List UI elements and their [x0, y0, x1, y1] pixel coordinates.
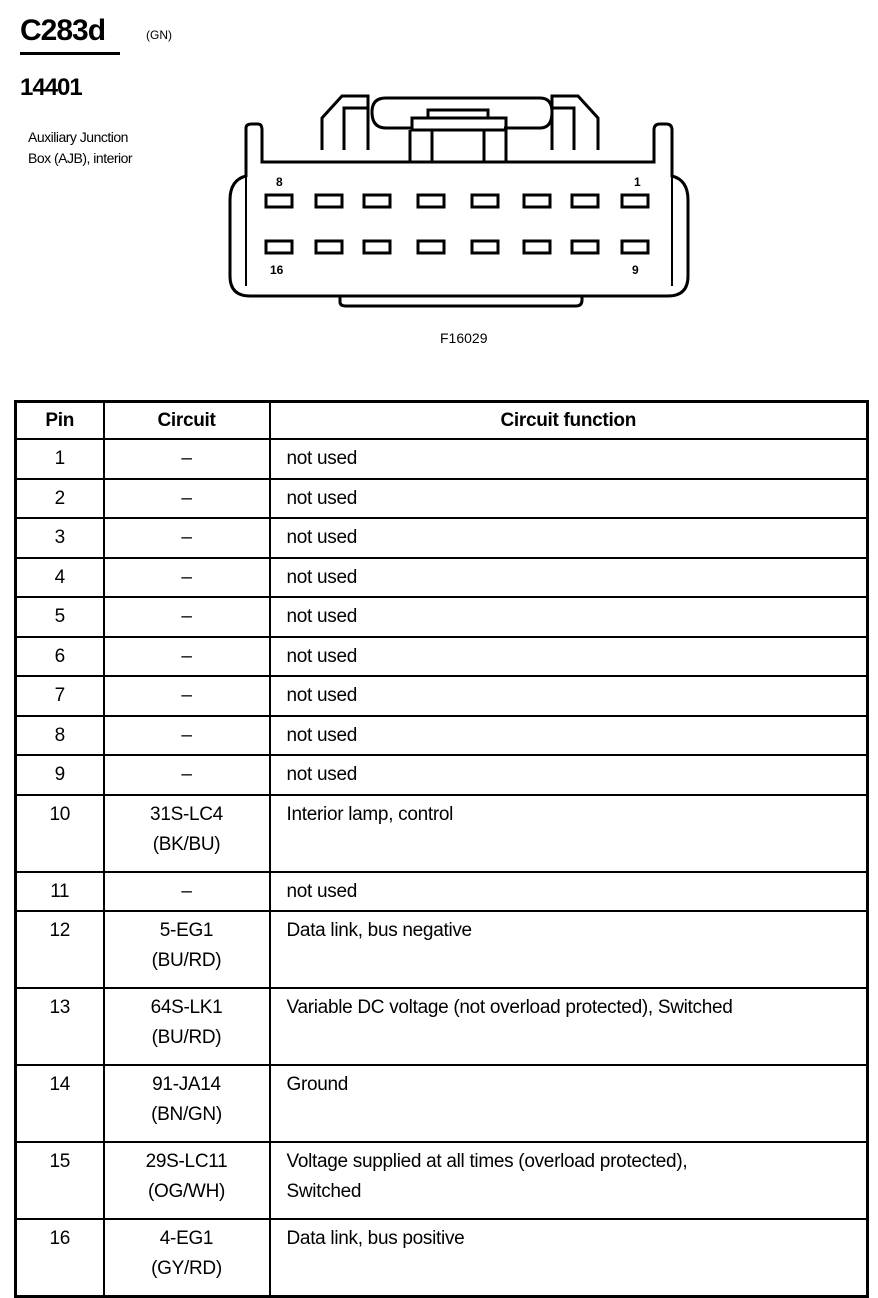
- table-row: [16, 1219, 868, 1297]
- circuit-cell: [104, 755, 270, 795]
- pin-cell: 16: [16, 1219, 104, 1297]
- pin-cavity: [472, 195, 498, 207]
- header-circuit: Circuit: [104, 402, 270, 440]
- function-cell: [270, 1142, 868, 1219]
- table-row: [16, 755, 868, 795]
- circuit-function: not used: [286, 527, 357, 548]
- part-number: 14401: [20, 74, 82, 101]
- circuit-function: not used: [286, 645, 357, 667]
- pin-label-1: 1: [634, 175, 641, 189]
- circuit-color: (OG/WH): [147, 1181, 226, 1202]
- function-cell: [270, 911, 868, 988]
- function-cell: [270, 518, 868, 558]
- table-row: [16, 637, 868, 677]
- circuit-function: Ground: [286, 1074, 349, 1095]
- circuit-number: –: [181, 685, 192, 706]
- pin-cavity: [266, 195, 292, 207]
- table-row: [16, 716, 868, 756]
- circuit-number: 29S-LC11: [145, 1151, 228, 1172]
- circuit-cell: [104, 637, 270, 677]
- circuit-number: 91-JA14: [152, 1074, 221, 1095]
- circuit-function-cont: Switched: [286, 1181, 362, 1202]
- circuit-cell: [104, 439, 270, 479]
- circuit-function: Variable DC voltage (not overload protected), Switched: [286, 997, 733, 1018]
- circuit-cell: [104, 911, 270, 988]
- table-row: [16, 439, 868, 479]
- function-cell: [270, 558, 868, 598]
- table-row: [16, 676, 868, 716]
- pin-cell: 3: [16, 518, 104, 558]
- circuit-number: –: [181, 645, 192, 667]
- pin-cavity: [572, 195, 598, 207]
- circuit-color: (BN/GN): [151, 1104, 222, 1125]
- pin-cavity: [472, 241, 498, 253]
- circuit-cell: [104, 479, 270, 519]
- circuit-number: –: [181, 527, 192, 548]
- circuit-number: –: [181, 724, 192, 746]
- circuit-function: not used: [286, 566, 357, 588]
- pin-cell: 12: [16, 911, 104, 988]
- circuit-function: Voltage supplied at all times (overload protected),: [286, 1151, 688, 1172]
- figure-id: F16029: [440, 330, 488, 346]
- circuit-number: –: [181, 764, 192, 785]
- circuit-number: 4-EG1: [159, 1228, 214, 1249]
- pin-label-9: 9: [632, 263, 639, 277]
- table-header-row: [16, 402, 868, 440]
- pin-cell: 5: [16, 597, 104, 637]
- circuit-cell: [104, 558, 270, 598]
- pin-cavity: [524, 195, 550, 207]
- table-row: [16, 479, 868, 519]
- pin-label-8: 8: [276, 175, 283, 189]
- circuit-color: (GY/RD): [151, 1258, 222, 1279]
- pin-cell: 13: [16, 988, 104, 1065]
- function-cell: [270, 597, 868, 637]
- circuit-color: (BU/RD): [151, 1027, 222, 1048]
- pin-cell: 15: [16, 1142, 104, 1219]
- circuit-cell: [104, 988, 270, 1065]
- header-pin: Pin: [16, 402, 104, 440]
- function-cell: [270, 872, 868, 912]
- circuit-cell: [104, 676, 270, 716]
- table-row: [16, 911, 868, 988]
- circuit-cell: [104, 518, 270, 558]
- pin-cell: 7: [16, 676, 104, 716]
- function-cell: [270, 716, 868, 756]
- circuit-function: Data link, bus positive: [286, 1228, 465, 1249]
- table-row: [16, 1065, 868, 1142]
- function-cell: [270, 1219, 868, 1297]
- function-cell: [270, 795, 868, 872]
- circuit-function: not used: [286, 685, 357, 706]
- pin-cavity: [364, 195, 390, 207]
- circuit-function: not used: [286, 606, 357, 627]
- pin-cell: 4: [16, 558, 104, 598]
- circuit-number: –: [181, 487, 192, 509]
- pin-cavity: [316, 241, 342, 253]
- function-cell: [270, 988, 868, 1065]
- pin-cavity: [524, 241, 550, 253]
- circuit-function: not used: [286, 880, 357, 902]
- description-line: Box (AJB), interior: [28, 150, 133, 166]
- pin-cell: 2: [16, 479, 104, 519]
- pin-cavity: [364, 241, 390, 253]
- circuit-cell: [104, 716, 270, 756]
- function-cell: [270, 676, 868, 716]
- table-row: [16, 872, 868, 912]
- pin-cell: 11: [16, 872, 104, 912]
- pin-cavity: [622, 241, 648, 253]
- pin-cell: 14: [16, 1065, 104, 1142]
- pin-cell: 6: [16, 637, 104, 677]
- pin-cell: 8: [16, 716, 104, 756]
- circuit-cell: [104, 1142, 270, 1219]
- pin-cell: 9: [16, 755, 104, 795]
- circuit-number: –: [181, 448, 192, 469]
- circuit-function: not used: [286, 487, 357, 509]
- pinout-table: [14, 400, 869, 1298]
- function-cell: [270, 1065, 868, 1142]
- circuit-function: not used: [286, 448, 357, 469]
- circuit-number: 64S-LK1: [150, 997, 223, 1018]
- circuit-function: Interior lamp, control: [286, 803, 454, 825]
- circuit-function: not used: [286, 764, 357, 785]
- pin-cavity: [418, 241, 444, 253]
- circuit-function: not used: [286, 724, 357, 746]
- function-cell: [270, 637, 868, 677]
- table-row: [16, 795, 868, 872]
- pin-cavity: [622, 195, 648, 207]
- circuit-number: –: [181, 566, 192, 588]
- circuit-cell: [104, 872, 270, 912]
- pin-cell: 1: [16, 439, 104, 479]
- header-circuit-function: Circuit function: [270, 402, 868, 440]
- circuit-cell: [104, 1219, 270, 1297]
- circuit-color: (BU/RD): [151, 950, 222, 971]
- circuit-number: 31S-LC4: [150, 803, 223, 825]
- circuit-function: Data link, bus negative: [286, 920, 472, 941]
- pin-cavity: [316, 195, 342, 207]
- pin-cavity: [418, 195, 444, 207]
- pin-cavity: [266, 241, 292, 253]
- connector-color: (GN): [146, 28, 172, 42]
- circuit-number: 5-EG1: [159, 920, 214, 941]
- table-row: [16, 1142, 868, 1219]
- connector-id: C283d: [20, 14, 120, 55]
- table-row: [16, 518, 868, 558]
- function-cell: [270, 755, 868, 795]
- table-row: [16, 988, 868, 1065]
- circuit-number: –: [181, 880, 192, 902]
- pin-label-16: 16: [270, 263, 284, 277]
- description-line: Auxiliary Junction: [28, 129, 128, 145]
- function-cell: [270, 479, 868, 519]
- pin-cavity: [572, 241, 598, 253]
- circuit-cell: [104, 795, 270, 872]
- pin-cell: 10: [16, 795, 104, 872]
- table-row: [16, 558, 868, 598]
- circuit-number: –: [181, 606, 192, 627]
- connector-face-diagram: [0, 0, 878, 320]
- circuit-cell: [104, 1065, 270, 1142]
- function-cell: [270, 439, 868, 479]
- table-row: [16, 597, 868, 637]
- circuit-cell: [104, 597, 270, 637]
- circuit-color: (BK/BU): [152, 833, 221, 855]
